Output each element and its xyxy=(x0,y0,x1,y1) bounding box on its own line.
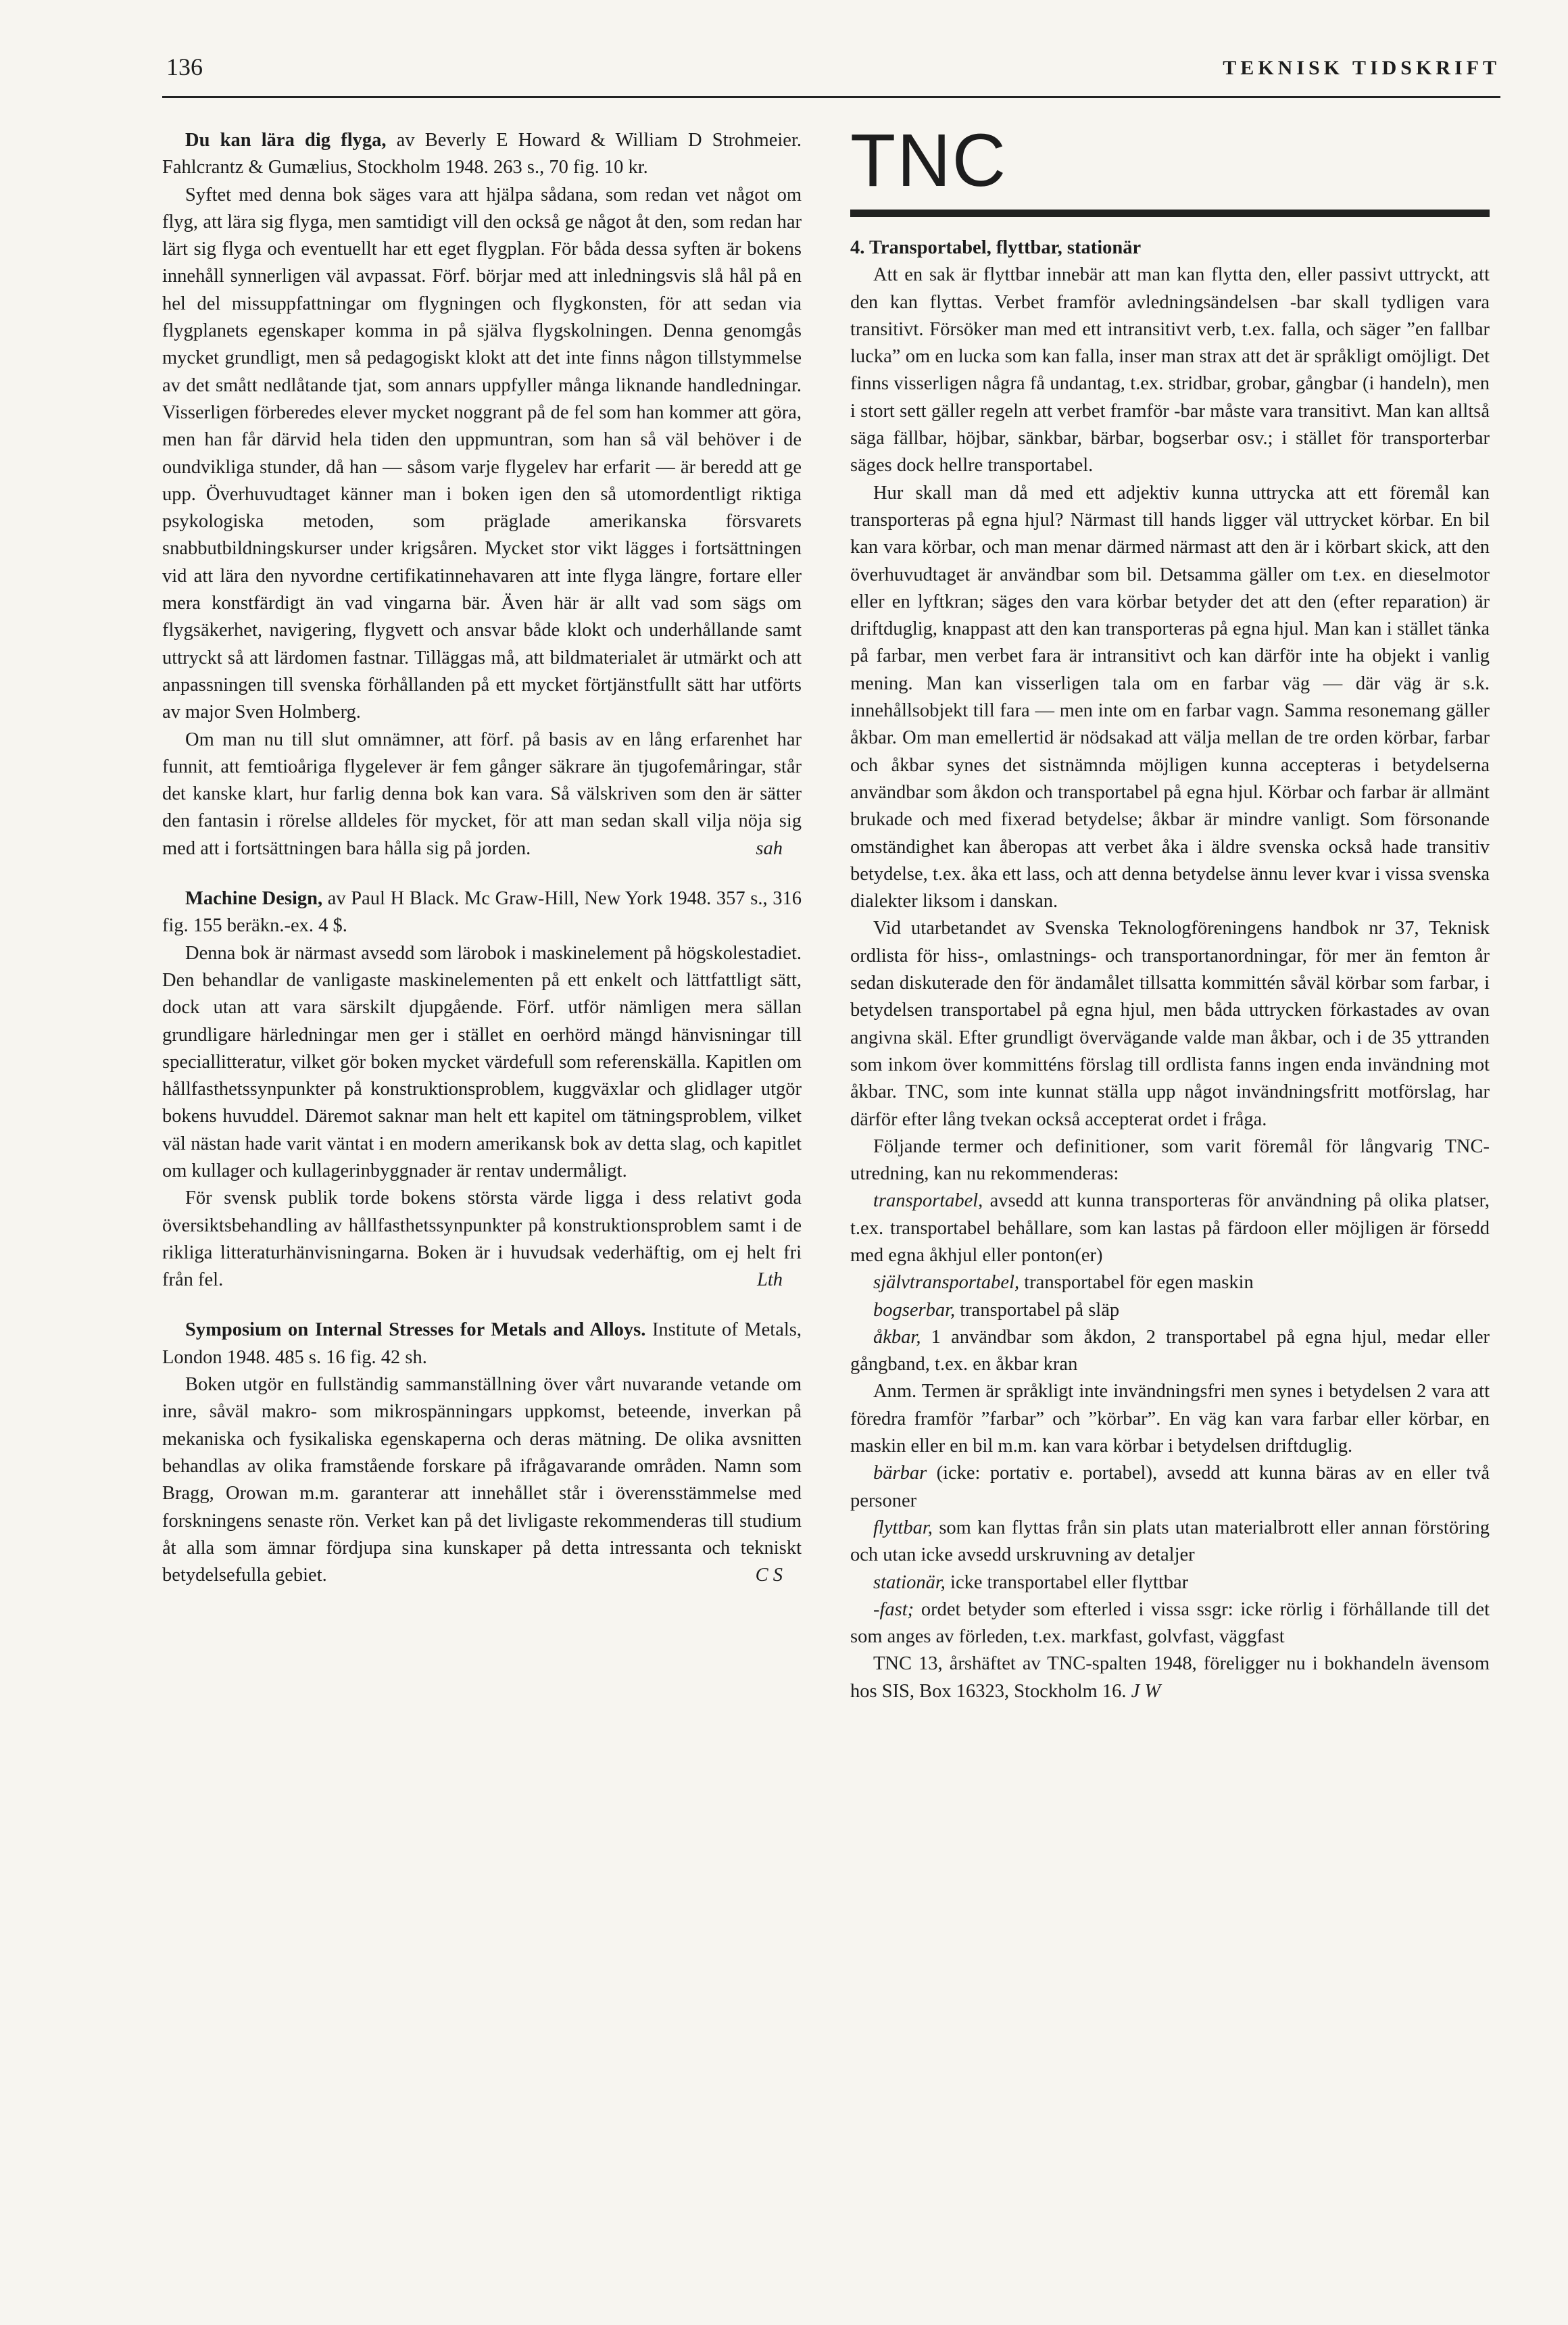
review-symposium xyxy=(162,1317,802,1589)
term-definition xyxy=(850,1515,1490,1569)
tnc-signature: J W xyxy=(1131,1680,1161,1702)
tnc-paragraph: Att en sak är flyttbar innebär att man kan flytta den, eller passivt uttryckt, att den kan flyttas. Verbet framför avledningsändelsen -bar skall tydligen vara transitivt. Försöker man med ett intransitivt verb, t.ex. falla, och säger ”en fallbar lucka” om en lucka som kan falla, inser man strax att det är språkligt omöjligt. Det finns visserligen några få undantag, t.ex. stridbar, grobar, gångbar (i handeln), men i stort sett gäller regeln att verbet framför -bar måste vara transitivt. Man kan alltså säga fällbar, höjbar, sänkbar, bärbar, bogserbar osv.; i stället för transporterbar säges dock hellre transportabel. xyxy=(850,264,1490,476)
review-paragraph-text: För svensk publik torde bokens största värde ligga i dess relativt goda översiktsbehandling av hållfasthetssynpunkter på konstruktionsproblem samt i de rikliga litteraturhänvisningarna. Boken är i huvudsak vederhäftig, om ej helt fri från fel. xyxy=(162,1188,802,1291)
term-text: transportabel på släp xyxy=(955,1299,1120,1321)
tnc-paragraph: Hur skall man då med ett adjektiv kunna uttrycka att ett föremål kan transporteras på egna hjul? Närmast till hands ligger väl uttrycket körbar. En bil kan vara körbar, och man menar därmed närmast att den är i körbart skick, att den överhuvudtaget är användbar som bil. Detsamma gäller om t.ex. en dieselmotor eller en lyftkran; säges den vara körbar betyder det att den (efter reparation) är driftduglig, knappast att den kan transporteras på egna hjul. Man kan i stället tänka på farbar, men verbet fara är intransitivt och kan därför inte ha objekt i vanlig mening. Man kan visserligen tala om en farbar väg — där väg är s.k. innehållsobjekt till fara — men inte om en farbar vagn. Samma resonemang gäller åkbar. Om man emellertid är nödsakad att välja mellan de tre orden körbar, farbar och åkbar synes det sistnämnda möjligen kunna accepteras i betydelserna användbar som åkdon och transportabel på egna hjul. Körbar och farbar är allmänt brukade och med fixerad betydelse; åkbar är mindre vanligt. Som försonande omständighet kan åberopas att verbet åka i äldre svenska också hade transitiv betydelse, t.ex. åka ett lass, och att denna betydelse ännu lever kvar i vissa svenska dialekter liksom i danskan. xyxy=(850,482,1490,912)
review-heading xyxy=(162,1317,802,1371)
review-paragraph xyxy=(162,727,802,862)
tnc-closing-text: TNC 13, årshäftet av TNC-spalten 1948, föreligger nu i bokhandeln ävensom hos SIS, Box 16323, Stockholm 16. xyxy=(850,1653,1490,1702)
review-paragraph: Syftet med denna bok säges vara att hjälpa sådana, som redan vet något om flyg, att lära sig flyga, men samtidigt vill den också ge något åt den, som redan har lärt sig flyga och eventuellt har ett eget flygplan. För båda dessa syften är bokens innehåll synnerligen väl avpassat. Förf. börjar med att inledningsvis slå hål på en hel del missuppfattningar om flygningen och flygkonsten, för att sedan via flygplanets egenskaper komma in på själva flygskolningen. Denna genomgås mycket grundligt, men så pedagogiskt klokt att det inte finns någon tillstymmelse av det smått nedlåtande tjat, som annars uppfyller många liknande handledningar. Visserligen förberedes elever mycket noggrant på de fel som han kommer att göra, men han får därvid hela tiden den uppmuntran, som han så väl behöver i de oundvikliga stunder, då han — såsom varje flygelev har erfarit — är beredd att ge upp. Överhuvudtaget känner man i boken igen den så utomordentligt riktiga psykologiska metoden, som präglade amerikanska försvarets snabbutbildningskurser under krigsåren. Mycket stor vikt lägges i fortsättningen vid att lära den nyvordne certifikatinnehavaren att inte flyga längre, fortare eller mera konstfärdigt än vad vingarna bär. Även här är allt vad som sägs om flygsäkerhet, navigering, flygvett och ansvar både klokt och underhållande samt uttryckt så att lärdomen fastnar. Tilläggas må, att bildmaterialet är utmärkt och att anpassningen till svenska förhållanden på ett mycket förtjänstfullt sätt har utförts av major Sven Holmberg. xyxy=(162,184,802,723)
term-word: stationär, xyxy=(873,1571,946,1593)
review-citation: av Paul H Black. Mc Graw-Hill, New York 1948. 357 s., 316 fig. 155 beräkn.-ex. 4 $. xyxy=(162,888,802,937)
review-paragraph xyxy=(162,1371,802,1589)
review-machine-design xyxy=(162,885,802,1294)
journal-title: TEKNISK TIDSKRIFT xyxy=(1223,57,1500,79)
section-title: 4. Transportabel, flyttbar, stationär xyxy=(850,237,1142,258)
term-definition xyxy=(850,1297,1490,1324)
review-signature: Lth xyxy=(756,1269,783,1291)
review-citation: av Beverly E Howard & William D Strohmeier. Fahlcrantz & Gumælius, Stockholm 1948. 263 s., 70 fig. 10 kr. xyxy=(162,130,802,178)
review-paragraph xyxy=(162,1185,802,1294)
term-word: flyttbar, xyxy=(873,1517,933,1538)
review-heading xyxy=(162,885,802,940)
term-word: bärbar xyxy=(873,1463,927,1484)
right-column xyxy=(850,119,1490,1705)
term-word: -fast; xyxy=(873,1598,914,1620)
tnc-paragraph: Följande termer och definitioner, som varit föremål för långvarig TNC-utredning, kan nu rekommenderas: xyxy=(850,1135,1490,1185)
page-number: 136 xyxy=(166,53,203,80)
term-text: (icke: portativ e. portabel), avsedd att kunna bäras av en eller två personer xyxy=(850,1463,1490,1511)
term-definition xyxy=(850,1569,1490,1596)
term-definition xyxy=(850,1596,1490,1651)
term-text: 1 användbar som åkdon, 2 transportabel på egna hjul, medar eller gångband, t.ex. en åkbar kran xyxy=(850,1326,1490,1375)
review-title: Du kan lära dig flyga, xyxy=(185,130,387,151)
term-text: icke transportabel eller flyttbar xyxy=(945,1571,1189,1593)
review-signature: C S xyxy=(755,1565,783,1586)
term-note-text: Anm. Termen är språkligt inte invändningsfri men synes i betydelsen 2 vara att föredra framför ”farbar” och ”körbar”. En väg kan vara farbar eller körbar, en maskin eller en bil m.m. kan vara körbar i betydelsen driftduglig. xyxy=(850,1381,1490,1457)
term-definition xyxy=(850,1269,1490,1296)
tnc-divider xyxy=(850,210,1490,217)
term-text: transportabel för egen maskin xyxy=(1019,1272,1254,1294)
review-citation: Institute of Metals, London 1948. 485 s. 16 fig. 42 sh. xyxy=(162,1319,802,1368)
page-header xyxy=(162,53,1500,98)
term-word: bogserbar, xyxy=(873,1299,956,1321)
review-title: Machine Design, xyxy=(185,888,323,910)
term-text: ordet betyder som efterled i vissa ssgr: icke rörlig i förhållande till det som anges av förleden, t.ex. markfast, golvfast, väggfast xyxy=(850,1598,1490,1648)
tnc-paragraph: Vid utarbetandet av Svenska Teknologföreningens handbok nr 37, Teknisk ordlista för hiss-, omlastnings- och transportanordningar, för mer än femton år sedan diskuterade den för ändamålet tillsatta kommittén såväl körbar som farbar, i betydelsen transportabel på egna hjul, men båda uttrycken förkastades av ovan angivna skäl. Efter grundligt övervägande valde man åkbar, och i de 35 yttranden som inkom över kommitténs förslag till ordlista fanns ingen enda invändning mot åkbar. TNC, som inte kunnat ställa upp något invändningsfritt motförslag, har därför efter lång tvekan också accepterat ordet i fråga. xyxy=(850,918,1490,1130)
term-definition xyxy=(850,1188,1490,1269)
review-heading xyxy=(162,127,802,182)
review-signature: sah xyxy=(756,837,783,859)
review-paragraph: Denna bok är närmast avsedd som lärobok i maskinelement på högskolestadiet. Den behandlar de vanligaste maskinelementen på ett enkelt och lättfattligt sätt, dock utan att vara särskilt djupgående. Förf. utför nämligen mera sällan grundligare härledningar men ger i stället en oerhörd mängd hänvisningar till speciallitteratur, vilket gör boken mycket värdefull som referenskälla. Kapitlen om hållfasthetssynpunkter på konstruktionsproblem, kuggväxlar och glidlager utgör bokens huvuddel. Däremot saknar man helt ett kapitel om tätningsproblem, vilket väl nästan hade varit väntat i en modern amerikansk bok av detta slag, och kapitlet om kullager och kullagerinbyggnader är rentav undermåligt. xyxy=(162,942,802,1181)
term-word: självtransportabel, xyxy=(873,1272,1020,1294)
review-title: Symposium on Internal Stresses for Metals and Alloys. xyxy=(185,1319,646,1341)
term-word: transportabel, xyxy=(873,1190,983,1212)
term-definition xyxy=(850,1460,1490,1515)
review-flyga xyxy=(162,127,802,862)
term-text: avsedd att kunna transporteras för användning på olika platser, t.ex. transportabel behållare, som kan lastas på färdoon eller möjligen är försedd med egna åkhjul eller ponton(er) xyxy=(850,1190,1490,1266)
review-paragraph-text: Boken utgör en fullständig sammanställning över vårt nuvarande vetande om inre, såväl makro- som mikrospänningars uppkomst, beteende, inverkan på mekaniska och fysikaliska egenskaperna och deras mätning. De olika avsnitten behandlas av olika framstående forskare på ifrågavarande områden. Namn som Bragg, Orowan m.m. garanterar att innehållet står i överensstämmelse med forskningens senaste rön. Verket kan på det livligaste rekommenderas till studium åt alla som ämnar fördjupa sina kunskaper på detta intressanta och tekniskt betydelsefulla gebiet. xyxy=(162,1374,802,1586)
review-paragraph-text: Om man nu till slut omnämner, att förf. på basis av en lång erfarenhet har funnit, att femtioåriga flygelever är fem gånger säkrare än tjugofemåringar, står det kanske klart, hur farlig denna bok kan vara. Så välskriven som den är sätter den fantasin i rörelse alldeles för mycket, för att man sedan skall vilja nöja sig med att i fortsättningen bara hålla sig på jorden. xyxy=(162,729,802,859)
tnc-closing xyxy=(850,1650,1490,1705)
term-definition xyxy=(850,1324,1490,1379)
tnc-logo: TNC xyxy=(850,119,1008,202)
term-note xyxy=(850,1378,1490,1460)
term-word: åkbar, xyxy=(873,1326,921,1348)
term-text: som kan flyttas från sin plats utan materialbrott eller annan förstöring och utan icke avsedd urskruvning av detaljer xyxy=(850,1517,1490,1566)
left-column xyxy=(162,127,802,1612)
